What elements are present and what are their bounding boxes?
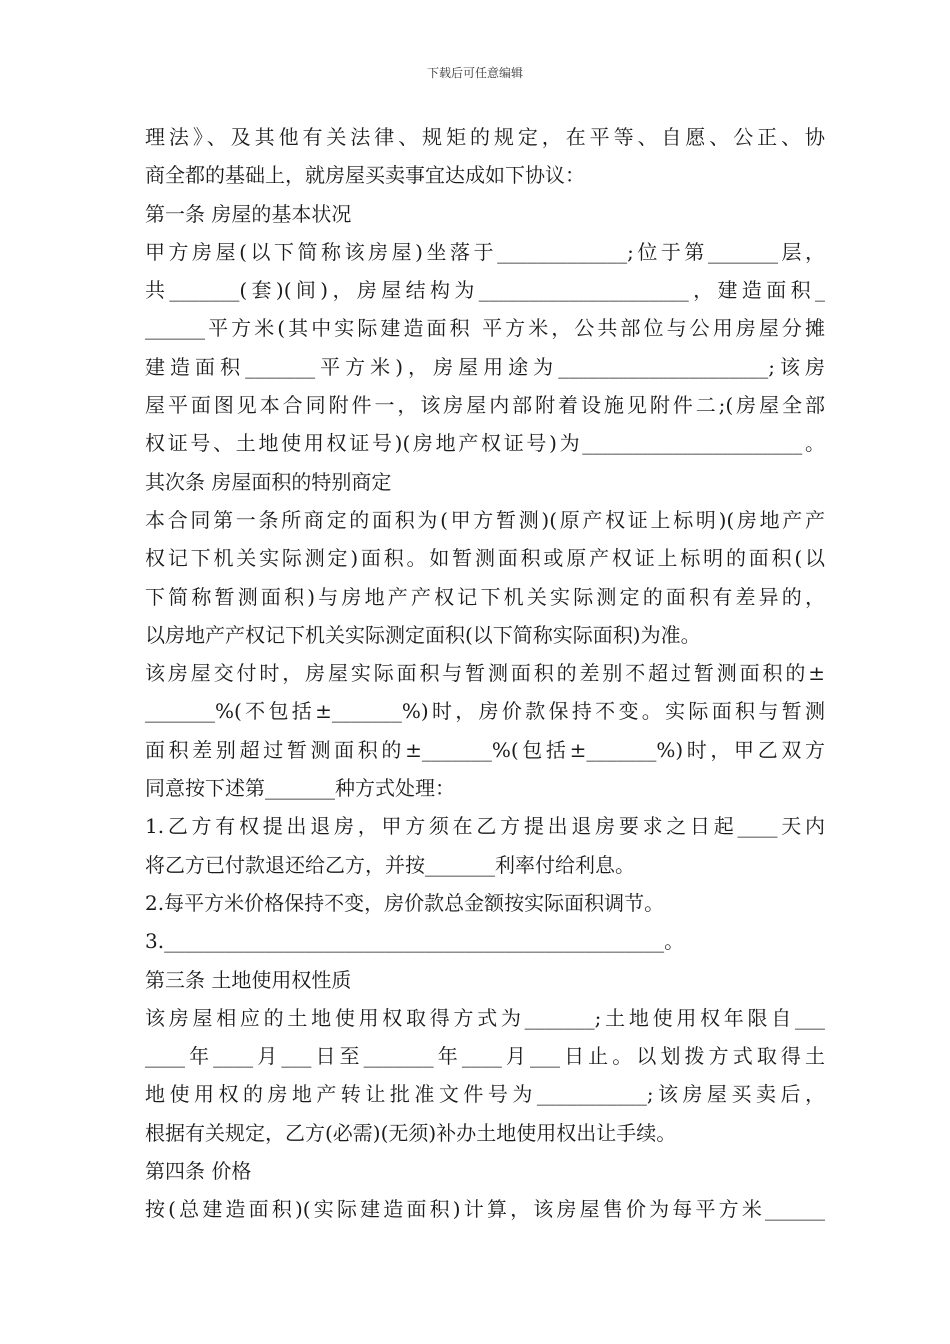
body-line: 权记下机关实际测定)面积。如暂测面积或原产权证上标明的面积(以: [145, 546, 825, 571]
body-line: 建造面积_______平方米)，房屋用途为_____________________;该房: [145, 354, 825, 379]
section-heading: 其次条 房屋面积的特别商定: [145, 469, 392, 494]
body-line: 将乙方已付款退还给乙方，并按_______利率付给利息。: [145, 852, 635, 877]
body-line: 共_______(套)(间)，房屋结构为_____________________，建造面积_: [145, 278, 825, 303]
section-heading: 第四条 价格: [145, 1159, 252, 1184]
section-heading: 第三条 土地使用权性质: [145, 967, 352, 992]
body-line: 2.每平方米价格保持不变，房价款总金额按实际面积调节。: [145, 890, 665, 915]
body-line: 该房屋相应的土地使用权取得方式为_______;土地使用权年限自___: [145, 1005, 825, 1030]
body-line: 商全都的基础上，就房屋买卖事宜达成如下协议：: [145, 163, 585, 188]
page-header: 下载后可任意编辑: [426, 66, 523, 80]
body-line: 以房地产产权记下机关实际测定面积(以下简称实际面积)为准。: [145, 622, 701, 647]
body-line: 理法》、及其他有关法律、规矩的规定，在平等、自愿、公正、协: [145, 125, 825, 149]
body-line: 1.乙方有权提出退房，甲方须在乙方提出退房要求之日起____天内: [145, 814, 825, 839]
section-heading: 第一条 房屋的基本状况: [145, 201, 352, 226]
body-line: 根据有关规定，乙方(必需)(无须)补办土地使用权出让手续。: [145, 1120, 677, 1145]
body-line: 下简称暂测面积)与房地产产权记下机关实际测定的面积有差异的，: [145, 584, 825, 609]
body-line: 甲方房屋(以下简称该房屋)坐落于_____________;位于第_______层，: [145, 239, 825, 264]
contract-body: [145, 118, 825, 1229]
body-line: 3.__________________________________________________。: [145, 929, 685, 954]
body-line: ____年____月___日至_______年____月___日止。以划拨方式取得土: [145, 1044, 825, 1069]
body-line: 地使用权的房地产转让批准文件号为___________;该房屋买卖后，: [145, 1082, 825, 1107]
body-line: 本合同第一条所商定的面积为(甲方暂测)(原产权证上标明)(房地产产: [145, 507, 825, 532]
body-line: ______平方米(其中实际建造面积 平方米，公共部位与公用房屋分摊: [145, 316, 825, 341]
body-line: 同意按下述第_______种方式处理：: [145, 776, 455, 801]
body-line: 按(总建造面积)(实际建造面积)计算，该房屋售价为每平方米______: [145, 1197, 825, 1222]
body-line: 权证号、土地使用权证号)(房地产权证号)为______________________。: [145, 431, 825, 456]
body-line: 面积差别超过暂测面积的±_______%(包括±_______%)时，甲乙双方: [145, 737, 825, 762]
body-line: 该房屋交付时，房屋实际面积与暂测面积的差别不超过暂测面积的±: [145, 661, 825, 686]
body-line: 屋平面图见本合同附件一，该房屋内部附着设施见附件二;(房屋全部: [145, 393, 825, 418]
body-line: _______%(不包括±_______%)时，房价款保持不变。实际面积与暂测: [145, 699, 825, 724]
